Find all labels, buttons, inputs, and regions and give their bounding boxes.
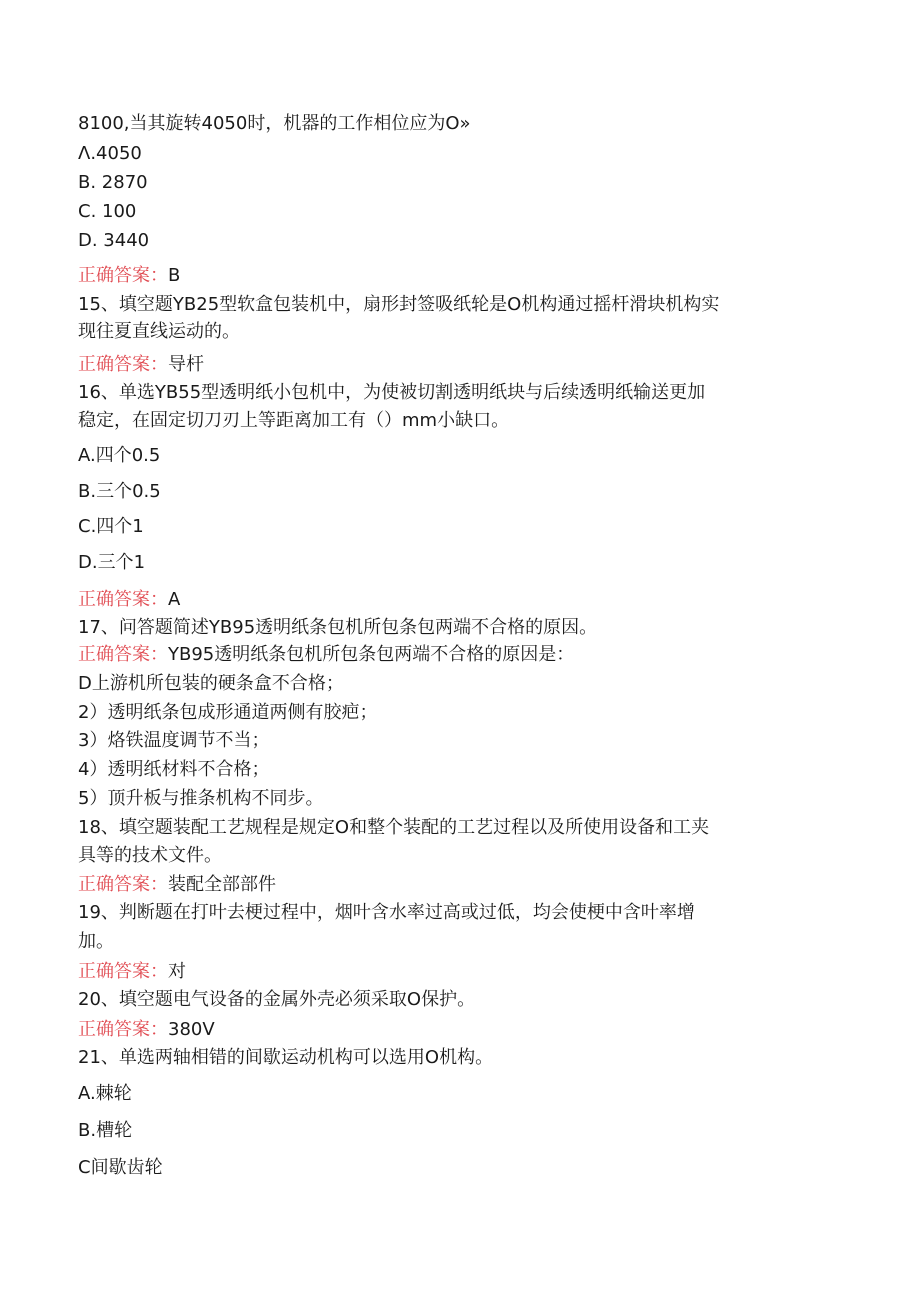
q14-option-b: B. 2870 <box>78 172 148 193</box>
q15-answer-line <box>78 353 838 377</box>
q14-option-a: Λ.4050 <box>78 143 142 164</box>
q17-answer: YB95透明纸条包机所包条包两端不合格的原因是： <box>168 644 575 665</box>
q16-stem-line1: 16、单选YB55型透明纸小包机中，为使被切割透明纸块与后续透明纸输送更加 <box>78 382 706 403</box>
q17-point-1: D上游机所包装的硬条盒不合格； <box>78 673 344 694</box>
q20-answer-label: 正确答案： <box>78 1019 168 1040</box>
q15-answer: 导杆 <box>168 354 204 375</box>
q18-answer-label: 正确答案： <box>78 874 168 895</box>
q21-option-a: A.棘轮 <box>78 1083 132 1104</box>
q16-answer-line <box>78 588 838 612</box>
q19-answer: 对 <box>168 961 186 982</box>
q14-option-c: C. 100 <box>78 201 137 222</box>
q14-option-d: D. 3440 <box>78 230 150 251</box>
q16-option-d: D.三个1 <box>78 552 146 573</box>
q17-point-3: 3）烙铁温度调节不当； <box>78 730 270 751</box>
q15-answer-label: 正确答案： <box>78 354 168 375</box>
q14-answer-label: 正确答案： <box>78 265 168 286</box>
q19-stem-line2: 加。 <box>78 931 114 952</box>
q18-stem-line1: 18、填空题装配工艺规程是规定O和整个装配的工艺过程以及所使用设备和工夹 <box>78 817 710 838</box>
q16-stem-line2: 稳定，在固定切刀刃上等距离加工有（）mm小缺口。 <box>78 410 510 431</box>
q21-option-b: B.槽轮 <box>78 1120 133 1141</box>
q19-stem-line1: 19、判断题在打叶去梗过程中，烟叶含水率过高或过低，均会使梗中含叶率增 <box>78 902 695 923</box>
q16-option-c: C.四个1 <box>78 516 144 537</box>
q20-stem: 20、填空题电气设备的金属外壳必须采取O保护。 <box>78 989 476 1010</box>
q16-answer-label: 正确答案： <box>78 589 168 610</box>
q14-answer-line <box>78 264 838 288</box>
q17-answer-line <box>78 643 838 667</box>
q18-answer-line <box>78 873 838 897</box>
q17-point-5: 5）顶升板与推条机构不同步。 <box>78 788 324 809</box>
q18-stem-line2: 具等的技术文件。 <box>78 845 222 866</box>
q15-stem-line1: 15、填空题YB25型软盒包装机中，扇形封签吸纸轮是O机构通过摇杆滑块机构实 <box>78 294 720 315</box>
q21-option-c: C间歇齿轮 <box>78 1157 163 1178</box>
q17-point-2: 2）透明纸条包成形通道两侧有胶疤； <box>78 702 378 723</box>
q17-stem: 17、问答题简述YB95透明纸条包机所包条包两端不合格的原因。 <box>78 617 598 638</box>
q16-answer: A <box>168 589 181 610</box>
q19-answer-line <box>78 960 838 984</box>
q17-answer-label: 正确答案： <box>78 644 168 665</box>
q17-point-4: 4）透明纸材料不合格； <box>78 759 270 780</box>
q14-stem: 8100,当其旋转4050时，机器的工作相位应为O» <box>78 113 471 134</box>
q20-answer-line <box>78 1018 838 1042</box>
q21-stem: 21、单选两轴相错的间歇运动机构可以选用O机构。 <box>78 1047 494 1068</box>
q18-answer: 装配全部部件 <box>168 874 276 895</box>
q14-answer: B <box>168 265 181 286</box>
q16-option-b: B.三个0.5 <box>78 481 161 502</box>
q19-answer-label: 正确答案： <box>78 961 168 982</box>
q15-stem-line2: 现往夏直线运动的。 <box>78 321 240 342</box>
q20-answer: 380V <box>168 1019 215 1040</box>
q16-option-a: A.四个0.5 <box>78 445 161 466</box>
